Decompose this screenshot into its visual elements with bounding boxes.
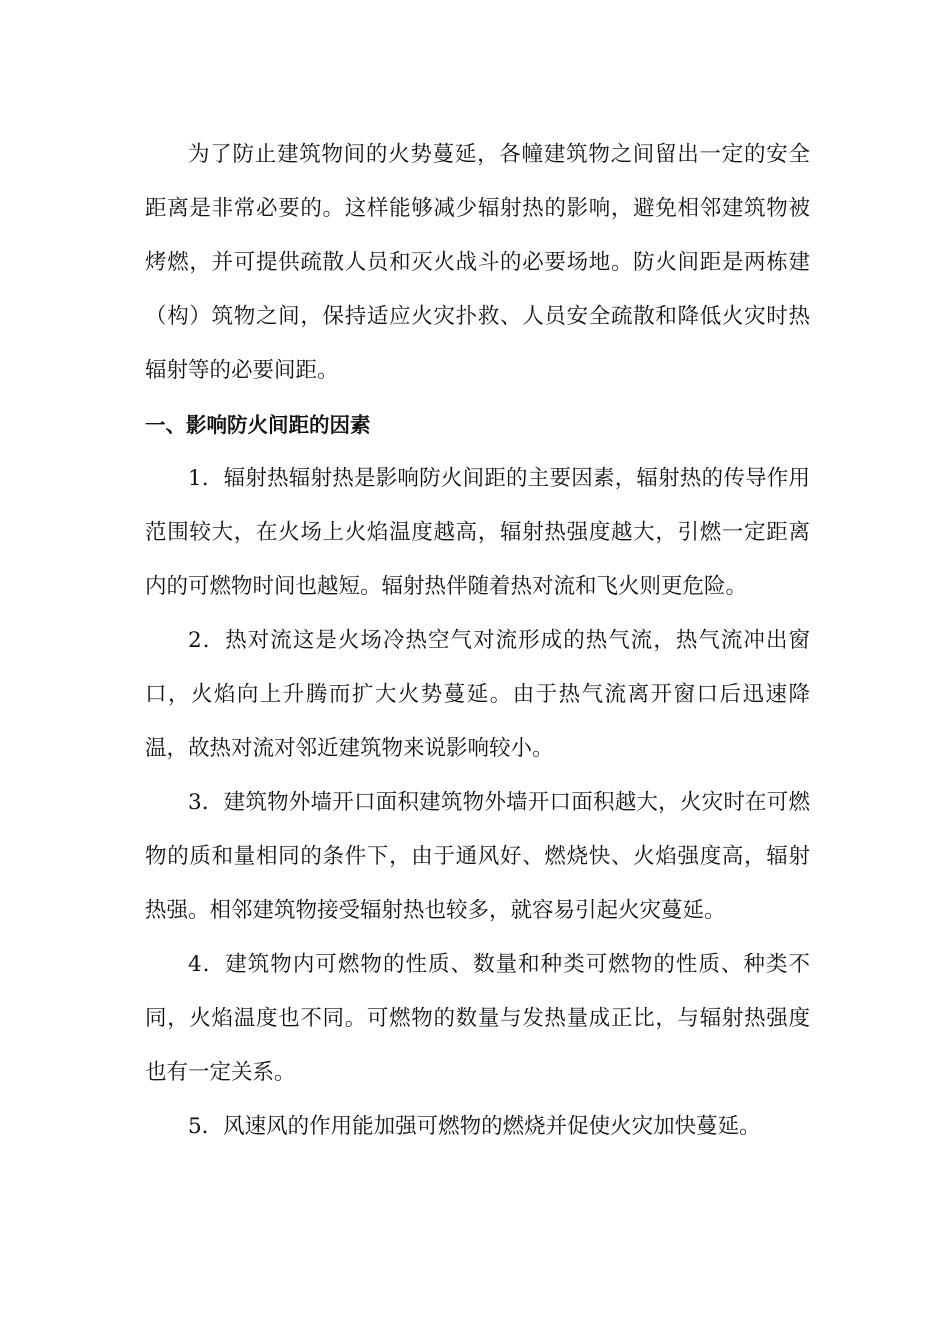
document-body (145, 128, 810, 1154)
item-paragraph-4: 4．建筑物内可燃物的性质、数量和种类可燃物的性质、种类不同，火焰温度也不同。可燃物的数量与发热量成正比，与辐射热强度也有一定关系。 (145, 952, 810, 1085)
intro-paragraph: 为了防止建筑物间的火势蔓延，各幢建筑物之间留出一定的安全距离是非常必要的。这样能够减少辐射热的影响，避免相邻建筑物被烤燃，并可提供疏散人员和灭火战斗的必要场地。防火间距是两栋建（构）筑物之间，保持适应火灾扑救、人员安全疏散和降低火灾时热辐射等的必要间距。 (145, 142, 810, 383)
item-paragraph-3: 3．建筑物外墙开口面积建筑物外墙开口面积越大，火灾时在可燃物的质和量相同的条件下，由于通风好、燃烧快、火焰强度高，辐射热强。相邻建筑物接受辐射热也较多，就容易引起火灾蔓延。 (145, 790, 810, 923)
item-paragraph-5: 5．风速风的作用能加强可燃物的燃烧并促使火灾加快蔓延。 (188, 1114, 761, 1139)
section-heading: 一、影响防火间距的因素 (145, 413, 371, 437)
item-paragraph-1: 1．辐射热辐射热是影响防火间距的主要因素，辐射热的传导作用范围较大，在火场上火焰温度越高，辐射热强度越大，引燃一定距离内的可燃物时间也越短。辐射热伴随着热对流和飞火则更危险。 (145, 466, 810, 599)
item-paragraph-2: 2．热对流这是火场冷热空气对流形成的热气流，热气流冲出窗口，火焰向上升腾而扩大火势蔓延。由于热气流离开窗口后迅速降温，故热对流对邻近建筑物来说影响较小。 (145, 628, 810, 761)
